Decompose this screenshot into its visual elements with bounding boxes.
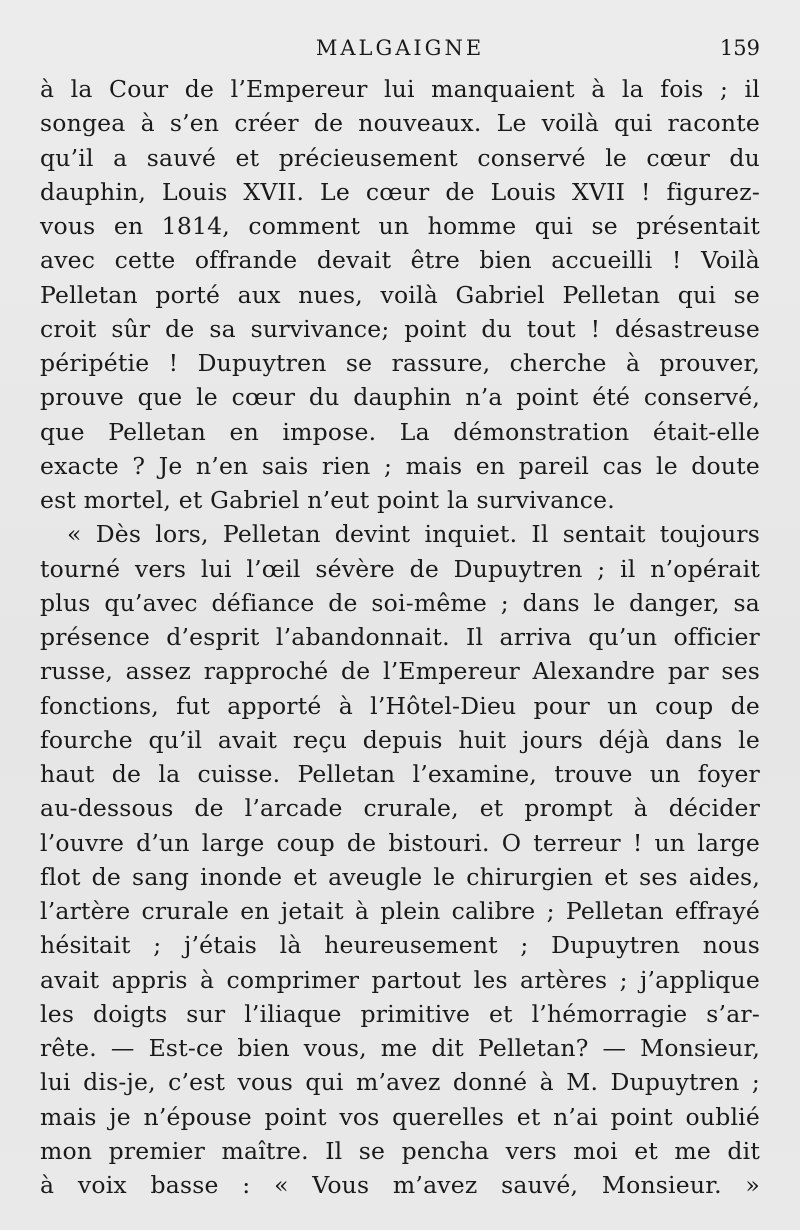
text-line: l’ouvre d’un large coup de bistouri. O terreur ! un large [40,828,760,857]
body-text [40,72,760,1202]
text-line: flot de sang inonde et aveugle le chirurgien et ses aides, [40,862,760,891]
text-line: à voix basse : « Vous m’avez sauvé, Monsieur. » [40,1171,760,1199]
text-line: fourche qu’il avait reçu depuis huit jours déjà dans le [40,725,760,754]
text-line: qu’il a sauvé et précieusement conservé le cœur du [40,143,760,172]
text-line: lui dis-je, c’est vous qui m’avez donné à M. Dupuytren ; [40,1068,760,1097]
running-title: MALGAIGNE [315,36,485,60]
text-line: mon premier maître. Il se pencha vers moi et me dit [40,1136,760,1165]
text-line: avait appris à comprimer partout les artères ; j’applique [40,965,760,994]
text-line: avec cette offrande devait être bien accueilli ! Voilà [40,246,760,275]
paragraph-end-line: est mortel, et Gabriel n’eut point la survivance. [40,486,615,514]
text-line: vous en 1814, comment un homme qui se présentait [40,212,760,240]
text-line: croit sûr de sa survivance; point du tout ! désastreuse [40,314,760,343]
text-line: fonctions, fut apporté à l’Hôtel-Dieu pour un coup de [40,691,760,720]
running-head [40,34,760,64]
text-line: Pelletan porté aux nues, voilà Gabriel Pelletan qui se [40,280,760,309]
text-line: au-dessous de l’arcade crurale, et prompt à décider [40,794,760,823]
text-line: rête. — Est-ce bien vous, me dit Pelletan? — Monsieur, [40,1034,760,1062]
paragraph-start-line: « Dès lors, Pelletan devint inquiet. Il sentait toujours [67,520,760,549]
text-line: péripétie ! Dupuytren se rassure, cherche à prouver, [40,349,760,377]
text-line: présence d’esprit l’abandonnait. Il arriva qu’un officier [40,623,760,651]
text-line: russe, assez rapproché de l’Empereur Alexandre par ses [40,657,760,686]
text-line: à la Cour de l’Empereur lui manquaient à la fois ; il [40,75,760,103]
text-line: prouve que le cœur du dauphin n’a point été conservé, [40,383,760,412]
text-line: plus qu’avec défiance de soi-même ; dans le danger, sa [40,588,760,617]
text-line: mais je n’épouse point vos querelles et n’ai point oublié [40,1102,760,1131]
text-line: les doigts sur l’iliaque primitive et l’hémorragie s’ar- [40,999,760,1028]
text-line: tourné vers lui l’œil sévère de Dupuytren ; il n’opérait [40,554,760,583]
text-line: que Pelletan en impose. La démonstration était-elle [40,417,760,446]
text-line: dauphin, Louis XVII. Le cœur de Louis XVII ! figurez- [40,177,760,206]
text-line: songea à s’en créer de nouveaux. Le voilà qui raconte [40,109,760,138]
text-line: hésitait ; j’étais là heureusement ; Dupuytren nous [40,931,760,960]
page-number: 159 [719,36,760,60]
text-line: l’artère crurale en jetait à plein calibre ; Pelletan effrayé [40,897,760,925]
text-line: haut de la cuisse. Pelletan l’examine, trouve un foyer [40,760,760,788]
text-line: exacte ? Je n’en sais rien ; mais en pareil cas le doute [40,451,760,480]
